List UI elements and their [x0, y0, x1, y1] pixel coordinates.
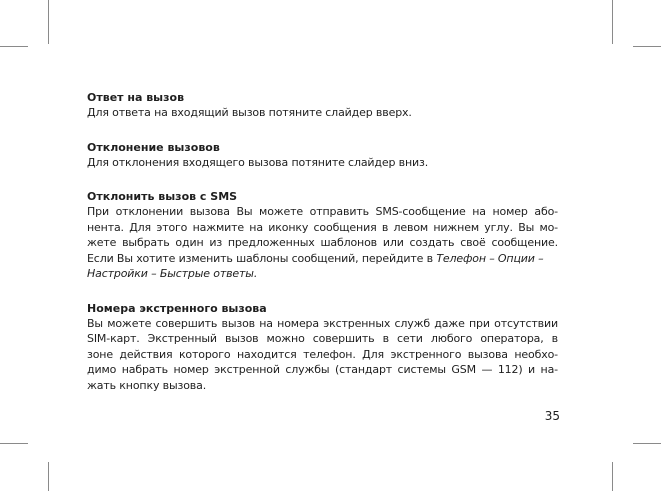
section-body [87, 204, 558, 282]
text-line [87, 251, 558, 267]
text-line: При отклонении вызова Вы можете отправить SMS-сообщение на номер або- [87, 205, 558, 218]
text-line: жете выбрать один из предложенных шаблонов или создать своё сообщение. [87, 236, 558, 249]
section-body [87, 155, 558, 171]
crop-mark-top-left [48, 0, 49, 44]
text-line: нента. Для этого нажмите на иконку сообщения в левом нижнем углу. Вы мо- [87, 220, 558, 234]
page-content [87, 91, 558, 413]
section-answer-call [87, 91, 558, 121]
section-heading: Номера экстренного вызова [87, 301, 267, 315]
section-reject-with-sms [87, 190, 558, 282]
section-reject-call [87, 141, 558, 171]
text-line: Для ответа на входящий вызов потяните слайдер вверх. [87, 106, 412, 119]
text-line: жать кнопку вызова. [87, 378, 207, 392]
page-number: 35 [544, 409, 560, 423]
crop-mark-right-top [633, 46, 661, 47]
crop-mark-left-top [0, 46, 28, 47]
section-body [87, 316, 558, 394]
crop-mark-left-bottom [0, 443, 28, 444]
crop-mark-right-bottom [633, 443, 661, 444]
section-emergency-numbers [87, 302, 558, 394]
text-line: Вы можете совершить вызов на номера экстренных служб даже при отсутствии [87, 316, 558, 330]
crop-mark-top-right [612, 0, 613, 44]
crop-mark-bottom-left [48, 462, 49, 491]
section-heading: Ответ на вызов [87, 91, 185, 104]
crop-mark-bottom-right [612, 462, 613, 491]
section-heading: Отклонить вызов с SMS [87, 190, 238, 203]
section-body [87, 105, 558, 121]
text-line: Для отклонения входящего вызова потяните слайдер вниз. [87, 155, 429, 169]
text-line: зоне действия которого находится телефон. Для экстренного вызова необхо- [87, 347, 558, 361]
menu-path-italic: Настройки – Быстрые ответы. [87, 267, 258, 280]
text-line: димо набрать номер экстренной службы (стандарт системы GSM — 112) и на- [87, 363, 558, 376]
menu-path-italic: Телефон – Опции – [436, 251, 544, 265]
text-fragment: Если Вы хотите изменить шаблоны сообщений, перейдите в [87, 251, 437, 265]
text-line: SIM-карт. Экстренный вызов можно совершить в сети любого оператора, в [87, 332, 558, 345]
section-heading: Отклонение вызовов [87, 140, 220, 154]
